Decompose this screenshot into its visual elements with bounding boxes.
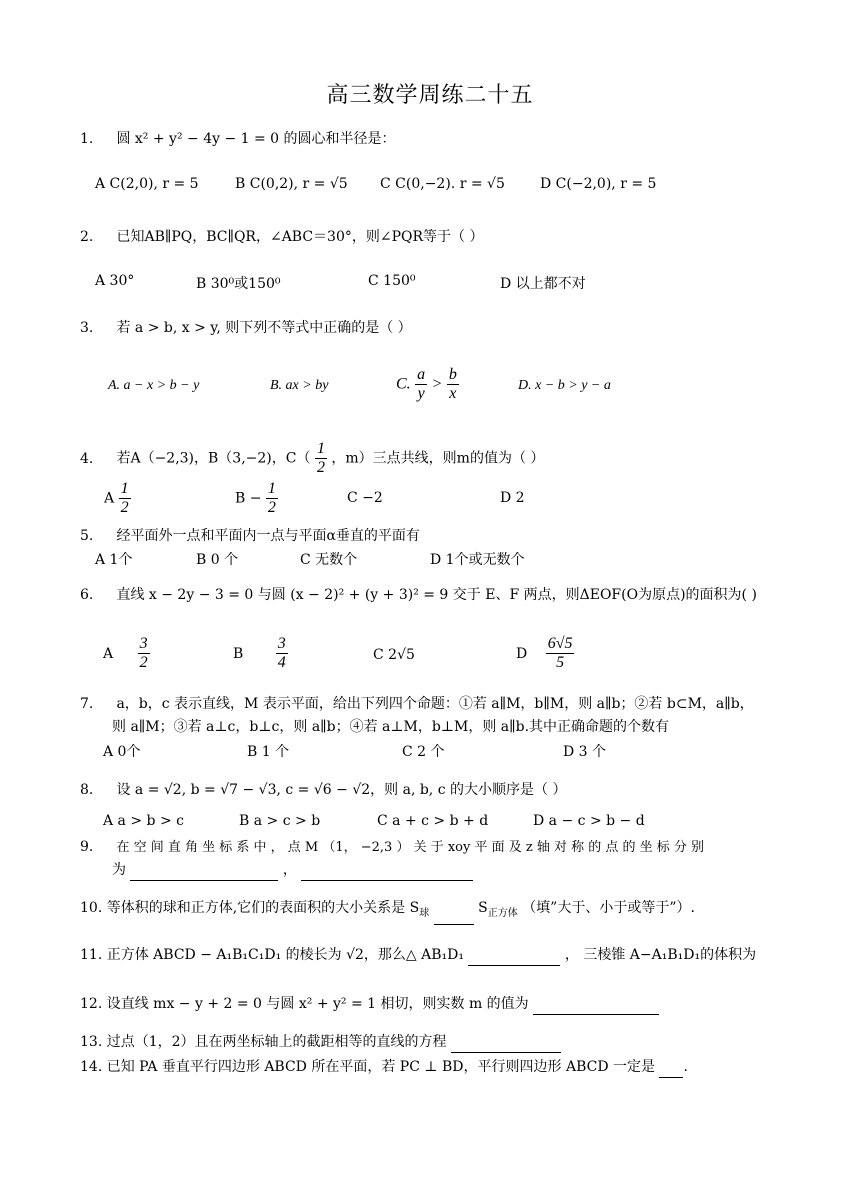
question-text: 在 空 间 直 角 坐 标 系 中 ， 点 M （1， −2,3 ） 关 于 xoy 平 面 及 z 轴 对 称 的 点 的 坐 标 分 别 — [116, 840, 705, 855]
fraction: $\frac{3}{2}$ — [139, 635, 148, 671]
page-title: 高三数学周练二十五 — [326, 83, 534, 108]
question-9 — [80, 836, 820, 859]
q3-option-d: D. x − b > y − a — [518, 378, 611, 393]
q1-option-b: B C(0,2), r = √5 — [235, 176, 348, 192]
question-10: 10. 等体积的球和正方体,它们的表面积的大小关系是 $S_球$ $S_{正方体}$ （填”大于、小于或等于”）. — [80, 897, 820, 925]
question-number: 13. — [80, 1034, 103, 1050]
q6-option-b: B $\frac{3}{4}$ — [233, 635, 286, 671]
answer-blank[interactable] — [659, 1061, 683, 1078]
fraction: $\frac{1}{2}$ — [120, 480, 129, 516]
question-4 — [80, 440, 820, 477]
question-9-cont: 为 ， — [112, 859, 820, 881]
question-text: 若A（−2,3)，B（3,−2)，C（ — [116, 450, 311, 467]
question-text: 已知AB∥PQ，BC∥QR，∠ABC＝30°，则∠PQR等于（ ） — [116, 229, 484, 245]
question-12: 12. 设直线 mx − y + 2 = 0 与圆 x² + y² = 1 相切，则实数 m 的值为 — [80, 993, 820, 1015]
fraction: $\frac{b}{x}$ — [448, 366, 457, 402]
q4-option-d: D 2 — [500, 490, 525, 506]
q3-option-c: C. $\frac{a}{y}$ > $\frac{b}{x}$ — [396, 366, 457, 402]
question-text: 圆 x² + y² − 4y − 1 = 0 的圆心和半径是： — [116, 131, 396, 147]
q2-option-b: B 30⁰或150⁰ — [196, 276, 281, 292]
q1-option-c: C C(0,−2). r = √5 — [380, 176, 505, 192]
question-number: 5. — [80, 528, 94, 544]
q7-option-c: C 2 个 — [402, 744, 445, 760]
question-number: 4. — [80, 450, 94, 467]
q6-option-c: C 2√5 — [373, 647, 415, 663]
question-1 — [80, 128, 820, 150]
question-5 — [80, 525, 820, 547]
question-number: 2. — [80, 229, 94, 245]
question-number: 6. — [80, 587, 94, 603]
q8-option-c: C a + c > b + d — [377, 813, 489, 829]
question-6 — [80, 584, 820, 606]
question-13: 13. 过点（1，2）且在两坐标轴上的截距相等的直线的方程 — [80, 1031, 820, 1053]
question-number: 12. — [80, 996, 103, 1012]
question-text: 设 a = √2, b = √7 − √3, c = √6 − √2，则 a, b, c 的大小顺序是（ ） — [116, 782, 567, 798]
answer-blank[interactable] — [301, 864, 473, 881]
fraction: $\frac{1}{2}$ — [267, 480, 276, 516]
question-7-cont: 则 a∥M；③若 a⊥c，b⊥c，则 a∥b；④若 a⊥M，b⊥M，则 a∥b.其中正确命题的个数有 — [112, 719, 670, 735]
question-text: a，b，c 表示直线，M 表示平面，给出下列四个命题：①若 a∥M，b∥M，则 a∥b；②若 b⊂M，a∥b， — [116, 696, 754, 712]
fraction: $\frac{a}{y}$ — [417, 366, 426, 402]
question-number: 11. — [80, 947, 103, 963]
q8-option-d: D a − c > b − d — [533, 813, 645, 829]
q8-option-b: B a > c > b — [239, 813, 321, 829]
answer-blank[interactable] — [533, 998, 659, 1015]
question-text: 若 a > b, x > y, 则下列不等式中正确的是（ ） — [116, 320, 412, 336]
question-number: 7. — [80, 696, 94, 712]
q6-option-d: D $\frac{6√5}{5}$ — [516, 635, 573, 671]
question-8 — [80, 779, 820, 801]
fraction: $\frac{6√5}{5}$ — [547, 635, 573, 671]
answer-blank[interactable] — [451, 1036, 561, 1053]
q7-option-b: B 1 个 — [247, 744, 290, 760]
q1-option-a: A C(2,0), r = 5 — [95, 176, 199, 192]
q8-option-a: A a > b > c — [103, 813, 184, 829]
question-text: 直线 x − 2y − 3 = 0 与圆 (x − 2)² + (y + 3)² = 9 交于 E、F 两点，则ΔEOF(O为原点)的面积为( ) — [116, 587, 757, 603]
q4-option-a: A $\frac{1}{2}$ — [104, 480, 129, 516]
question-text: ，m）三点共线，则m的值为（ ） — [331, 450, 545, 467]
q5-option-d: D 1个或无数个 — [430, 552, 525, 568]
q7-option-a: A 0个 — [103, 744, 141, 760]
q2-option-c: C 150⁰ — [368, 273, 416, 289]
q5-option-a: A 1个 — [95, 552, 133, 568]
q4-option-c: C −2 — [347, 490, 383, 506]
question-number: 9. — [80, 839, 94, 855]
question-11: 11. 正方体 ABCD − A₁B₁C₁D₁ 的棱长为 √2，那么△ AB₁D₁ ， 三棱锥 A−A₁B₁D₁的体积为 — [80, 944, 820, 966]
q3-option-a: A. a − x > b − y — [108, 378, 200, 393]
q5-option-b: B 0 个 — [196, 552, 239, 568]
q7-option-d: D 3 个 — [563, 744, 607, 760]
question-number: 14. — [80, 1059, 103, 1075]
answer-blank[interactable] — [434, 908, 474, 925]
question-3 — [80, 317, 820, 339]
question-number: 10. — [80, 900, 103, 916]
q1-option-d: D C(−2,0), r = 5 — [540, 176, 657, 192]
fraction: $\frac{3}{4}$ — [277, 635, 286, 671]
question-2 — [80, 226, 820, 248]
question-text: 经平面外一点和平面内一点与平面α垂直的平面有 — [116, 528, 420, 544]
question-number: 1. — [80, 131, 94, 147]
question-number: 3. — [80, 320, 94, 336]
question-7 — [80, 693, 820, 715]
q3-option-b: B. ax > by — [270, 378, 329, 393]
fraction: $\frac{1}{2}$ — [316, 440, 325, 476]
q6-option-a: A $\frac{3}{2}$ — [103, 635, 148, 671]
question-number: 8. — [80, 782, 94, 798]
q2-option-d: D 以上都不对 — [500, 276, 586, 292]
q4-option-b: B − $\frac{1}{2}$ — [235, 480, 276, 516]
q5-option-c: C 无数个 — [300, 552, 358, 568]
q2-option-a: A 30° — [95, 273, 135, 289]
answer-blank[interactable] — [468, 949, 560, 966]
answer-blank[interactable] — [130, 864, 278, 881]
question-14: 14. 已知 PA 垂直平行四边形 ABCD 所在平面，若 PC ⊥ BD，平行则四边形 ABCD 一定是 . — [80, 1056, 820, 1078]
